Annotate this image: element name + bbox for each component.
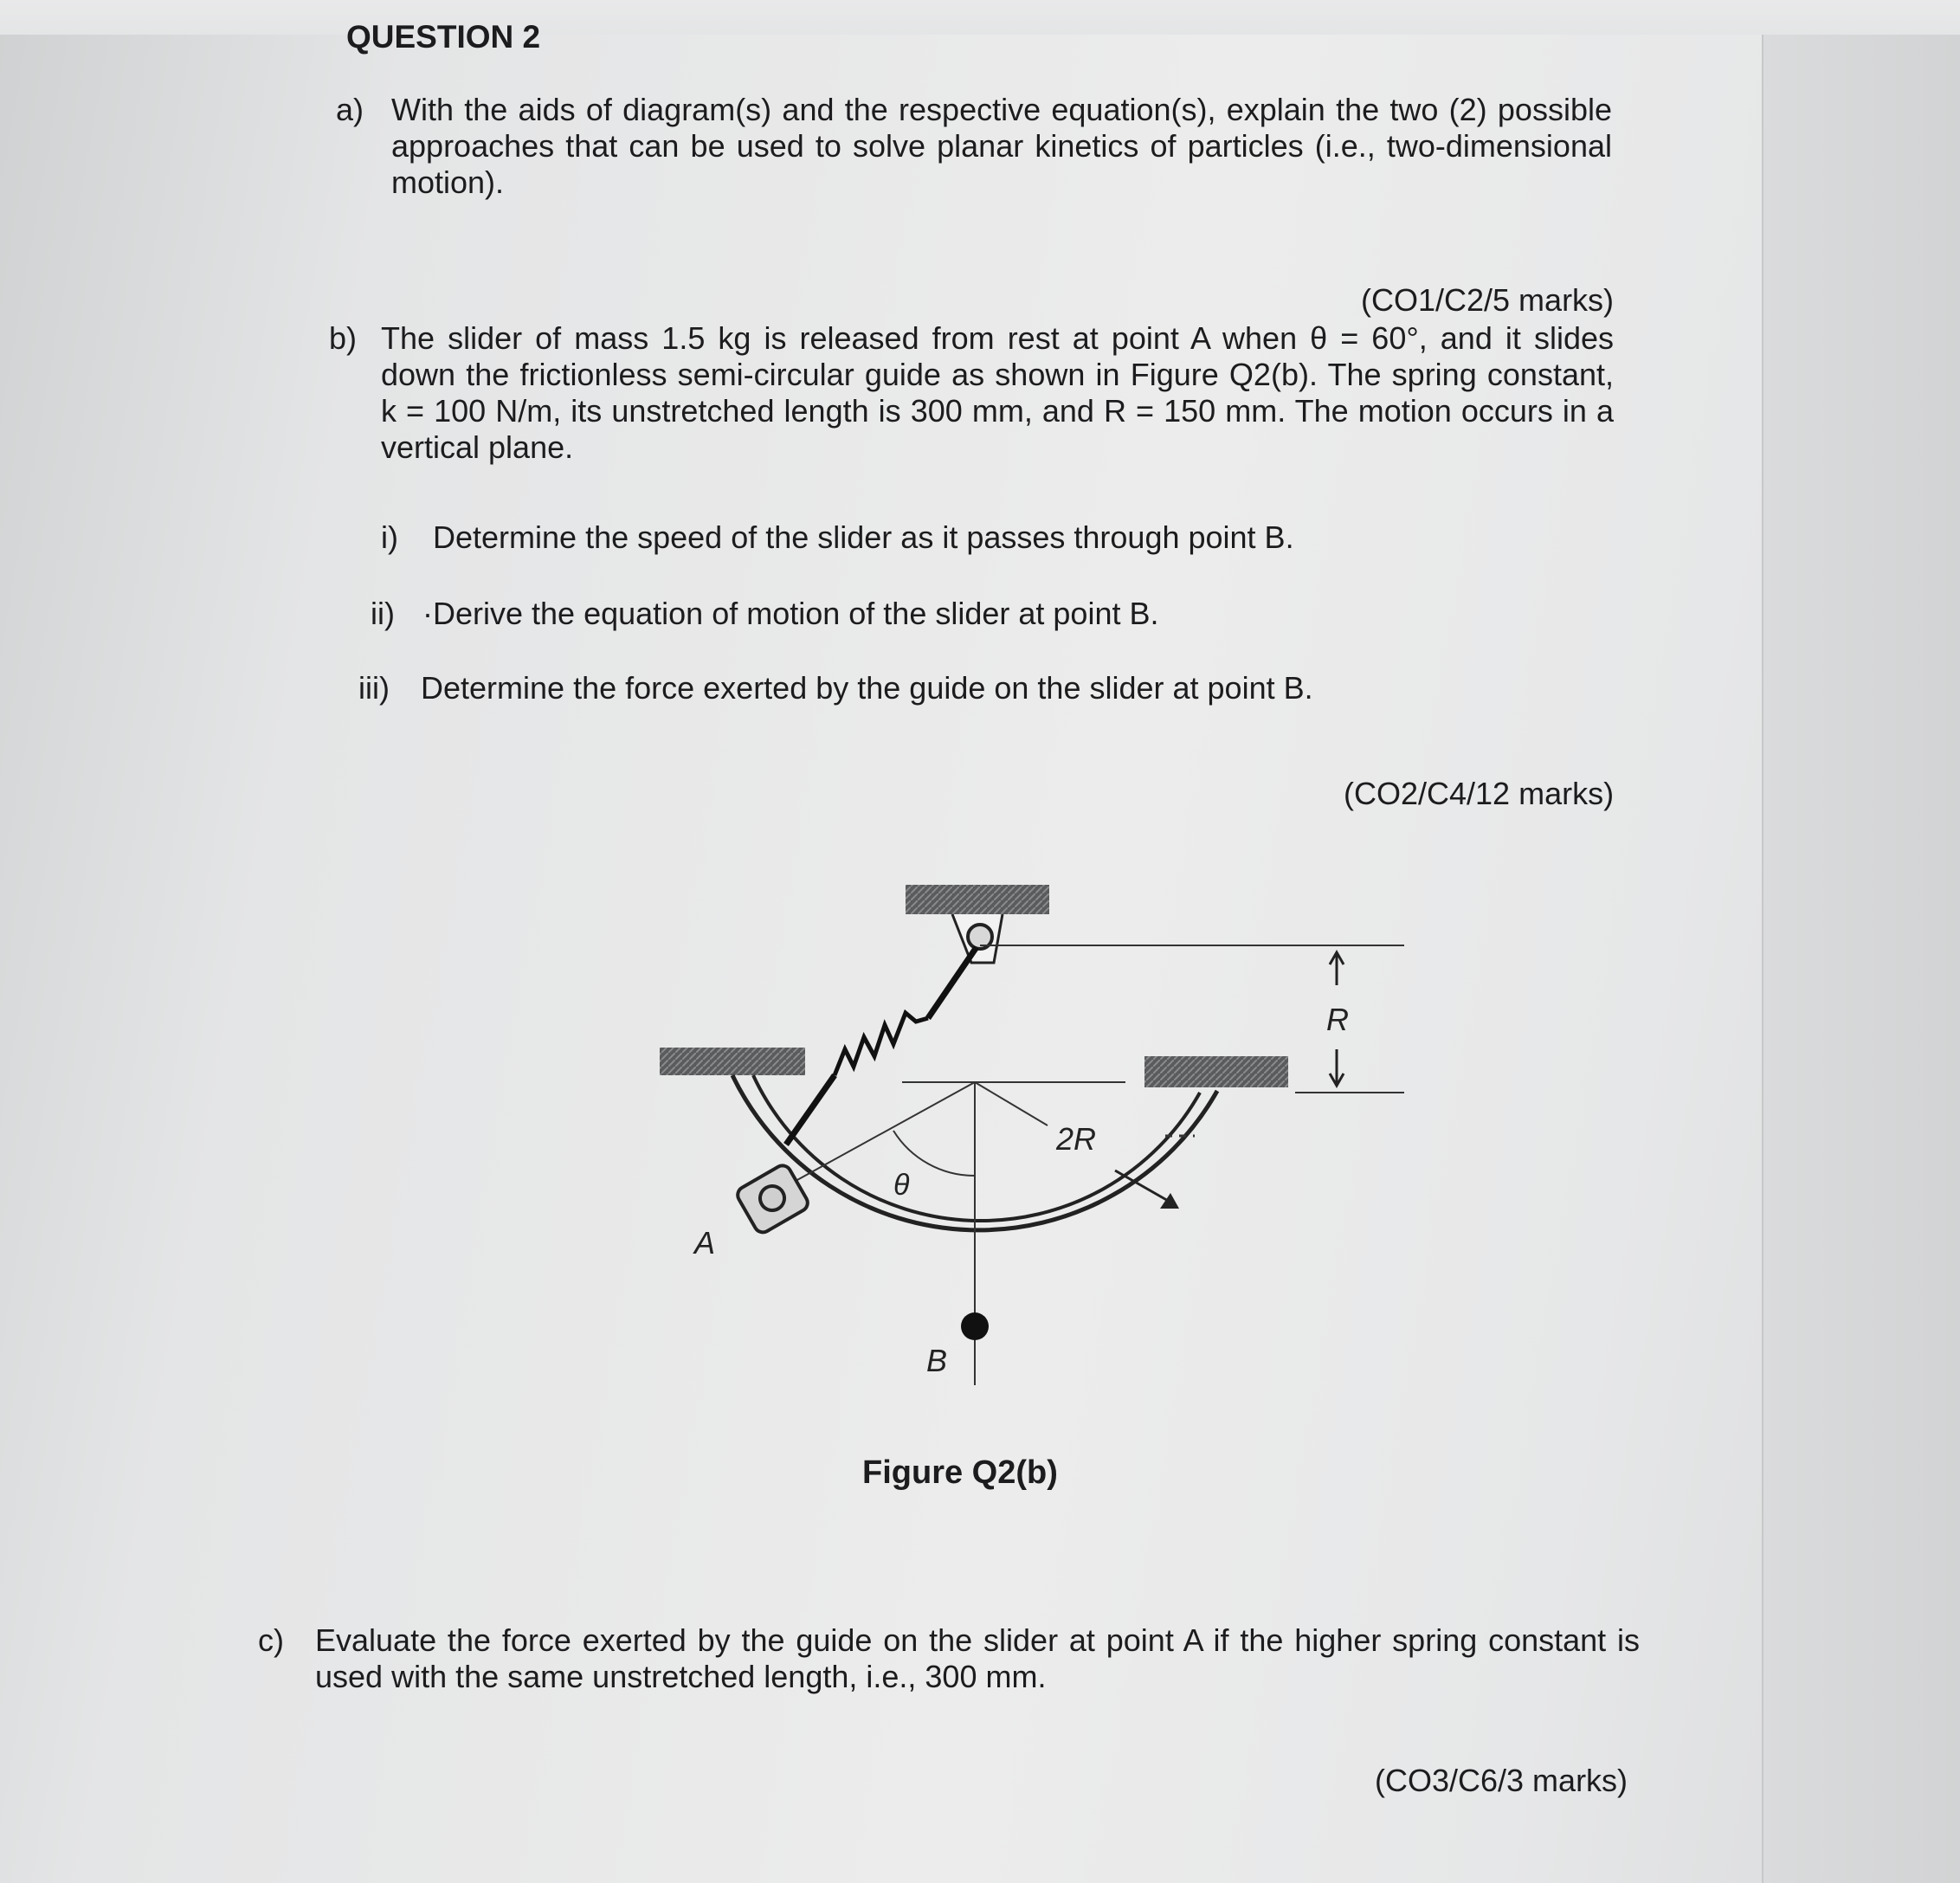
figure-caption: Figure Q2(b)	[862, 1454, 1058, 1491]
spring-upper-rod	[928, 947, 977, 1018]
slider-block	[735, 1163, 811, 1235]
part-b-item-1	[381, 519, 1294, 556]
radius-2r-arrowhead	[1160, 1193, 1179, 1209]
part-a-label: a)	[336, 92, 364, 127]
part-b-text: The slider of mass 1.5 kg is released from rest at point A when θ = 60°, and it slides down the frictionless semi-circular guide as shown in Figure Q2(b). The spring constant, k = 100 N/m, its unstretched length is 300 mm, and R = 150 mm. The motion occurs in a vertical plane.	[381, 320, 1614, 465]
part-b-item-1-num: i)	[381, 519, 398, 555]
part-a	[336, 92, 1612, 201]
label-a: A	[694, 1225, 716, 1261]
part-c	[258, 1622, 1640, 1695]
part-b-item-3-num: iii)	[358, 670, 390, 706]
paper-top-strip	[0, 0, 1960, 35]
left-ground	[660, 1048, 805, 1075]
part-b-item-3-text: Determine the force exerted by the guide on the slider at point B.	[421, 670, 1313, 706]
radius-line-a	[770, 1082, 975, 1195]
part-b-label: b)	[329, 320, 358, 356]
figure-q2b	[641, 866, 1420, 1420]
top-support	[906, 885, 1049, 914]
label-theta: θ	[893, 1169, 910, 1202]
part-b-item-2	[371, 596, 1158, 632]
next-page-edge	[1762, 35, 1960, 1883]
spring-lower-rod	[786, 1075, 835, 1145]
part-c-label: c)	[258, 1622, 284, 1658]
radius-2r-line	[975, 1082, 1048, 1125]
right-ground	[1144, 1056, 1288, 1087]
part-a-marks: (CO1/C2/5 marks)	[1361, 282, 1615, 318]
part-b-item-2-num: ii)	[371, 596, 395, 631]
label-r: R	[1326, 1002, 1349, 1037]
point-b-dot	[961, 1312, 989, 1340]
part-b-item-3	[358, 670, 1313, 706]
part-b	[329, 320, 1614, 466]
part-c-marks: (CO3/C6/3 marks)	[1375, 1763, 1628, 1798]
label-b: B	[926, 1343, 948, 1378]
part-a-text: With the aids of diagram(s) and the respective equation(s), explain the two (2) possible approaches that can be used to solve planar kinetics of particles (i.e., two-dimensional motion).	[391, 92, 1612, 200]
part-b-item-1-text: Determine the speed of the slider as it passes through point B.	[433, 519, 1294, 555]
question-heading: QUESTION 2	[346, 19, 541, 55]
part-c-text: Evaluate the force exerted by the guide on the slider at point A if the higher spring constant is used with the same unstretched length, i.e., 300 mm.	[315, 1622, 1640, 1694]
part-b-item-2-text: ·Derive the equation of motion of the slider at point B.	[422, 596, 1159, 631]
part-b-marks: (CO2/C4/12 marks)	[1344, 776, 1615, 811]
label-2r: 2R	[1056, 1121, 1097, 1157]
spring-coil	[835, 1013, 928, 1075]
